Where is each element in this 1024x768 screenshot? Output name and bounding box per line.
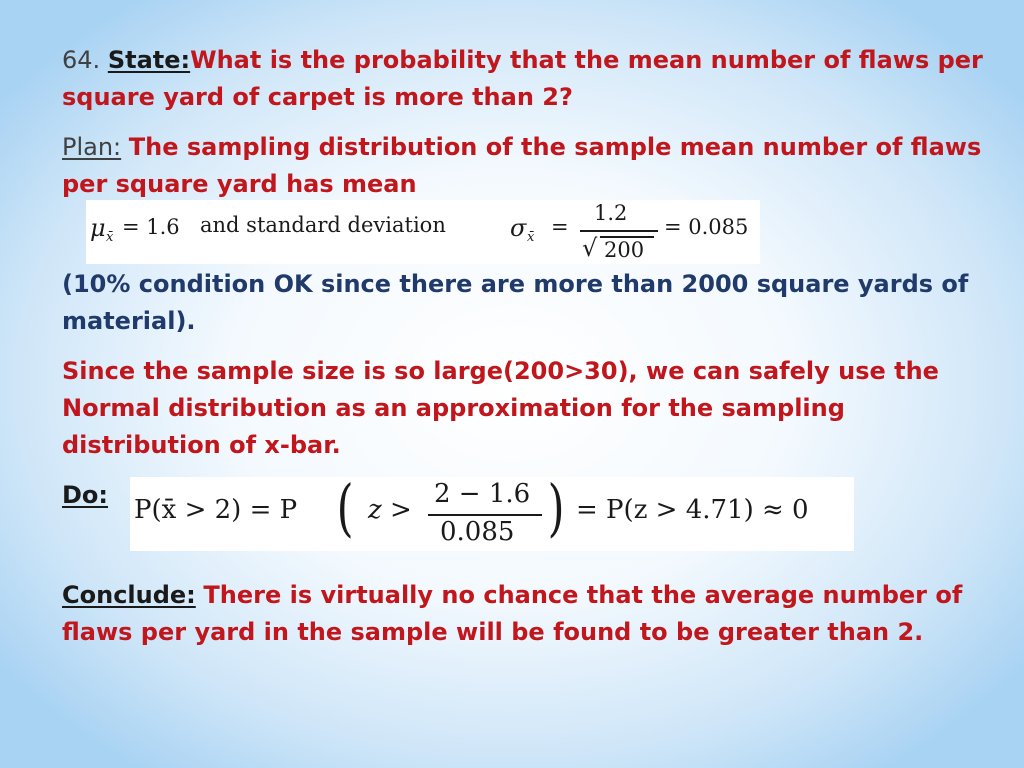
sigma-equals: = — [551, 215, 569, 239]
conclude-label: Conclude: — [62, 581, 196, 609]
do-paragraph — [62, 477, 122, 514]
connector-text: and standard deviation — [200, 213, 446, 237]
state-text: What is the probability that the mean number of flaws per square yard of carpet is more than 2? — [62, 46, 983, 111]
prob-denominator: 0.085 — [440, 517, 515, 547]
prob-numerator: 2 − 1.6 — [434, 479, 531, 509]
mean-sd-formula — [86, 200, 760, 264]
mu-value: = 1.6 — [122, 215, 180, 239]
conclude-text: There is virtually no chance that the average number of flaws per yard in the sample will be found to be greater than 2. — [62, 581, 963, 646]
condition-paragraph: (10% condition OK since there are more than 2000 square yards of material). — [62, 270, 969, 335]
sigma-result: = 0.085 — [664, 215, 749, 239]
large-sample-paragraph: Since the sample size is so large(200>30), we can safely use the Normal distribution as an approximation for the sampling distribution of x-bar. — [62, 357, 939, 459]
sigma-symbol: σ — [510, 214, 527, 242]
mu-symbol: μ — [90, 214, 106, 242]
fraction-denominator: 200 — [604, 238, 645, 262]
plan-paragraph — [62, 129, 1007, 203]
prob-left: P(x̄ > 2) = P — [134, 495, 298, 525]
sigma-subscript: x̄ — [527, 230, 535, 245]
prob-right: = P(z > 4.71) ≈ 0 — [576, 495, 809, 525]
do-label: Do: — [62, 481, 109, 509]
plan-text: The sampling distribution of the sample mean number of flaws per square yard has mean — [62, 133, 982, 198]
z-part: z > — [368, 495, 412, 525]
mu-subscript: x̄ — [106, 230, 114, 245]
prob-fraction-bar — [428, 514, 542, 516]
probability-formula — [130, 471, 854, 551]
close-paren: ) — [547, 471, 565, 544]
state-paragraph — [62, 42, 1007, 116]
fraction-bar — [580, 230, 658, 232]
question-number: 64. — [62, 46, 101, 74]
open-paren: ( — [336, 471, 354, 544]
fraction-numerator: 1.2 — [594, 201, 628, 225]
plan-label: Plan: — [62, 133, 122, 161]
conclude-paragraph — [62, 577, 1007, 651]
state-label: State: — [107, 46, 191, 74]
sqrt-icon: √ — [582, 234, 598, 262]
